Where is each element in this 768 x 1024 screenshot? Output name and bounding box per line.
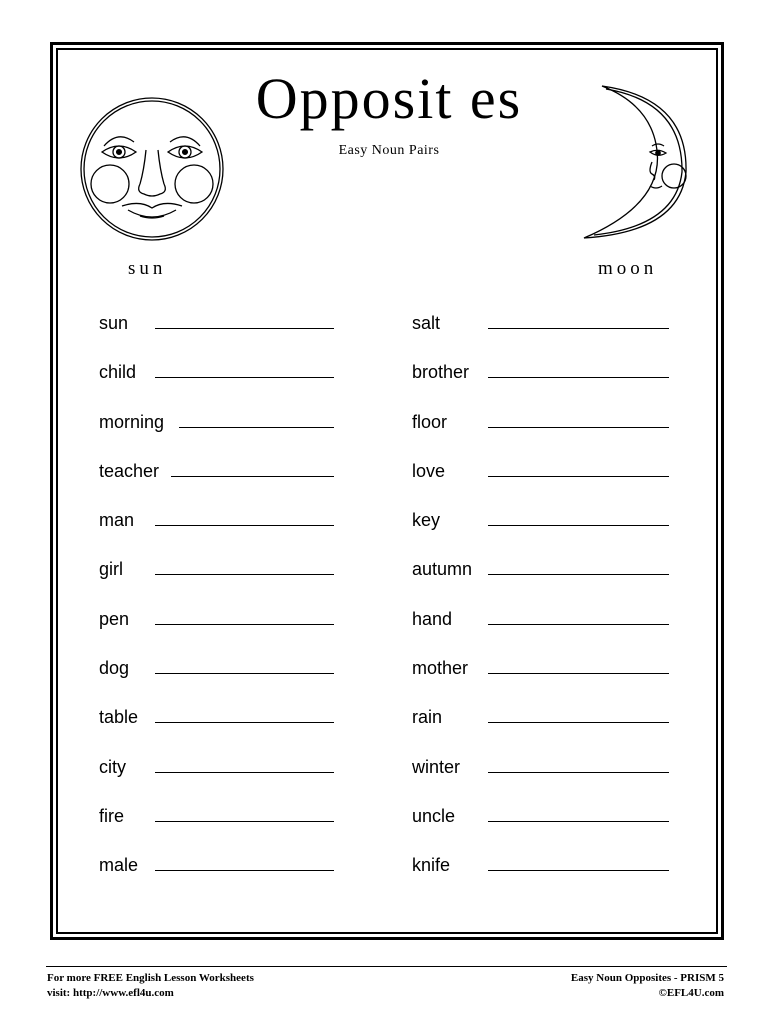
word-row: [412, 754, 672, 803]
worksheet-title: Opposit es: [255, 66, 523, 131]
answer-line[interactable]: [488, 870, 669, 871]
word-row: [412, 359, 672, 408]
answer-line[interactable]: [488, 673, 669, 674]
word-row: [412, 852, 672, 901]
word-label: love: [412, 460, 446, 481]
moon-caption: moon: [598, 258, 658, 279]
answer-line[interactable]: [155, 525, 334, 526]
footer-promo: [47, 971, 254, 1001]
word-row: [99, 507, 371, 556]
footer-copyright: ©EFL4U.com: [658, 987, 724, 999]
word-label: autumn: [412, 559, 473, 580]
answer-line[interactable]: [155, 673, 334, 674]
word-label: child: [99, 362, 137, 383]
word-label: floor: [412, 411, 448, 432]
word-row: [412, 458, 672, 507]
footer-website-link[interactable]: visit: http://www.efl4u.com: [47, 987, 174, 999]
word-label: uncle: [412, 805, 456, 826]
answer-line[interactable]: [155, 377, 334, 378]
worksheet-subtitle: Easy Noun Pairs: [338, 143, 440, 158]
footer-divider: [46, 966, 727, 967]
right-word-list: [412, 310, 672, 902]
left-word-list: [99, 310, 371, 902]
answer-line[interactable]: [179, 427, 334, 428]
answer-line[interactable]: [155, 328, 334, 329]
word-label: winter: [412, 756, 461, 777]
word-row: [99, 458, 371, 507]
word-row: [412, 606, 672, 655]
answer-line[interactable]: [488, 427, 669, 428]
word-row: [99, 606, 371, 655]
answer-line[interactable]: [155, 574, 334, 575]
word-label: pen: [99, 608, 130, 629]
answer-line[interactable]: [155, 821, 334, 822]
word-label: brother: [412, 362, 470, 383]
word-label: girl: [99, 559, 124, 580]
answer-line[interactable]: [171, 476, 334, 477]
answer-line[interactable]: [488, 624, 669, 625]
answer-line[interactable]: [488, 772, 669, 773]
answer-line[interactable]: [488, 377, 669, 378]
answer-line[interactable]: [155, 870, 334, 871]
word-label: knife: [412, 855, 451, 876]
word-row: [412, 655, 672, 704]
word-label: city: [99, 756, 126, 777]
word-row: [99, 359, 371, 408]
answer-line[interactable]: [488, 328, 669, 329]
word-label: teacher: [99, 460, 160, 481]
word-row: [99, 754, 371, 803]
crescent-moon-face-icon: [570, 80, 692, 244]
footer-credits: [571, 971, 724, 1001]
word-label: salt: [412, 313, 441, 333]
word-row: [99, 655, 371, 704]
sun-caption: sun: [128, 258, 167, 279]
word-row: [412, 803, 672, 852]
answer-line[interactable]: [488, 821, 669, 822]
word-row: [99, 704, 371, 753]
word-row: [99, 409, 371, 458]
word-label: man: [99, 510, 135, 531]
answer-line[interactable]: [488, 525, 669, 526]
word-label: key: [412, 510, 441, 531]
word-label: hand: [412, 608, 453, 629]
word-label: table: [99, 707, 139, 728]
word-row: [99, 310, 371, 359]
word-row: [412, 310, 672, 359]
word-label: fire: [99, 805, 125, 826]
answer-line[interactable]: [155, 772, 334, 773]
answer-line[interactable]: [155, 624, 334, 625]
word-row: [99, 852, 371, 901]
answer-line[interactable]: [488, 722, 669, 723]
word-row: [412, 704, 672, 753]
sun-face-icon: [74, 96, 230, 242]
footer-worksheet-name: Easy Noun Opposites - PRISM 5: [570, 972, 724, 984]
word-label: sun: [99, 313, 129, 333]
word-label: morning: [99, 411, 165, 432]
word-row: [99, 556, 371, 605]
word-label: rain: [412, 707, 443, 728]
word-row: [412, 556, 672, 605]
word-row: [99, 803, 371, 852]
word-label: male: [99, 855, 139, 876]
word-label: mother: [412, 658, 469, 679]
answer-line[interactable]: [155, 722, 334, 723]
word-row: [412, 409, 672, 458]
footer-promo-text: For more FREE English Lesson Worksheets: [47, 972, 254, 984]
answer-line[interactable]: [488, 574, 669, 575]
word-label: dog: [99, 658, 130, 679]
answer-line[interactable]: [488, 476, 669, 477]
word-row: [412, 507, 672, 556]
